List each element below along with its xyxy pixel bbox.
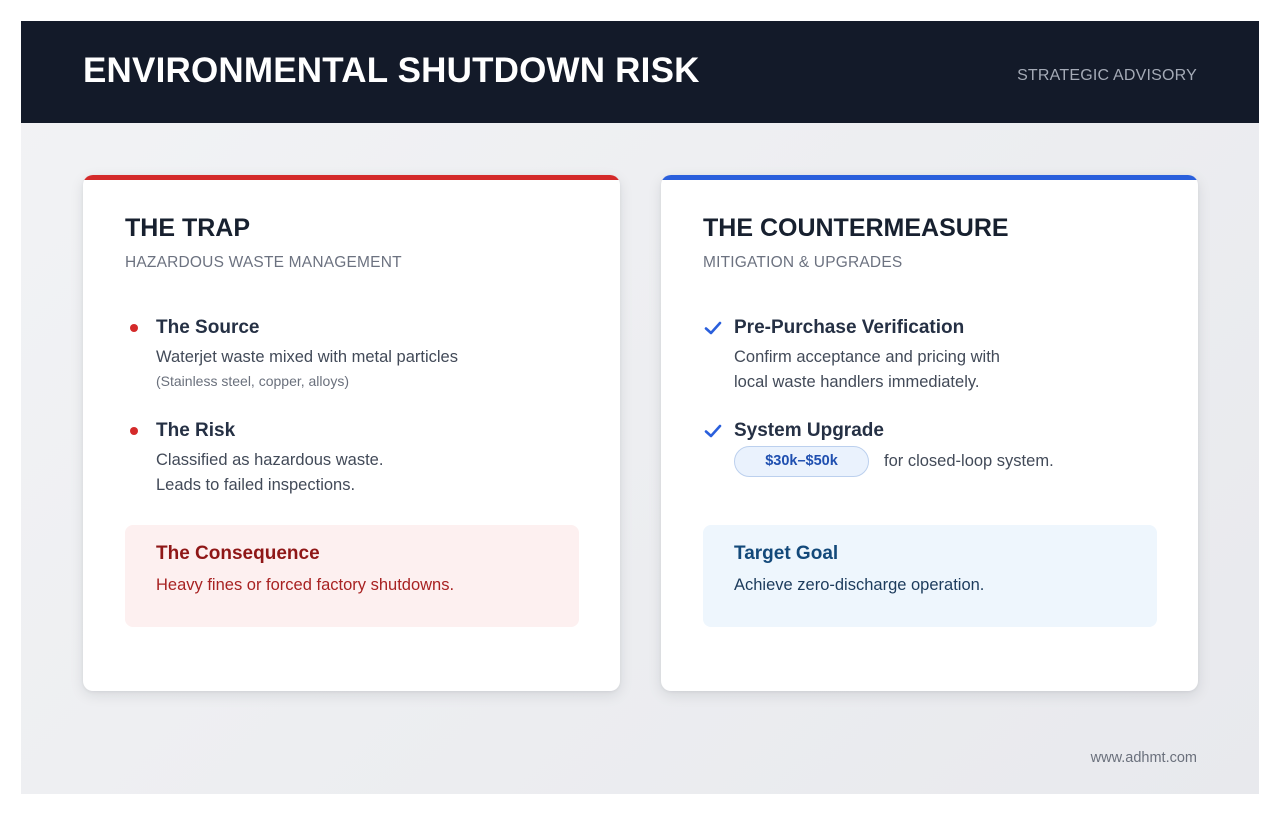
target-goal-callout <box>703 525 1157 627</box>
item-description-line: Classified as hazardous waste. <box>156 451 384 469</box>
item-title: System Upgrade <box>734 420 884 441</box>
countermeasure-accent-bar <box>661 175 1198 180</box>
item-note: (Stainless steel, copper, alloys) <box>156 373 349 389</box>
trap-item-risk <box>125 418 585 498</box>
consequence-callout <box>125 525 579 627</box>
item-description: Waterjet waste mixed with metal particles <box>156 348 458 366</box>
callout-title: The Consequence <box>156 543 320 564</box>
countermeasure-subtitle: MITIGATION & UPGRADES <box>703 254 903 271</box>
slide <box>21 21 1259 794</box>
item-title: Pre-Purchase Verification <box>734 317 965 338</box>
checkmark-icon <box>703 422 723 440</box>
callout-text: Achieve zero-discharge operation. <box>734 576 985 594</box>
item-description-line: local waste handlers immediately. <box>734 373 980 391</box>
countermeasure-card <box>661 175 1198 691</box>
item-description-line: Leads to failed inspections. <box>156 476 356 494</box>
countermeasure-item-upgrade <box>703 418 1163 488</box>
callout-text: Heavy fines or forced factory shutdowns. <box>156 576 455 594</box>
trap-title: THE TRAP <box>125 214 250 242</box>
item-description <box>734 345 1154 395</box>
page-title: ENVIRONMENTAL SHUTDOWN RISK <box>83 51 700 90</box>
cost-badge: $30k–$50k <box>734 446 869 477</box>
footer-url: www.adhmt.com <box>1090 750 1197 766</box>
item-title: The Source <box>156 317 260 338</box>
callout-title: Target Goal <box>734 543 839 564</box>
bullet-dot-icon <box>130 324 138 332</box>
trap-subtitle: HAZARDOUS WASTE MANAGEMENT <box>125 254 402 271</box>
countermeasure-item-verification <box>703 315 1163 395</box>
header-bar <box>21 21 1259 123</box>
checkmark-icon <box>703 319 723 337</box>
item-description <box>156 448 576 498</box>
trap-accent-bar <box>83 175 620 180</box>
trap-card <box>83 175 620 691</box>
bullet-dot-icon <box>130 427 138 435</box>
cost-badge-suffix: for closed-loop system. <box>884 452 1054 470</box>
trap-item-source <box>125 315 585 395</box>
header-tag: STRATEGIC ADVISORY <box>1017 67 1197 84</box>
item-title: The Risk <box>156 420 236 441</box>
countermeasure-title: THE COUNTERMEASURE <box>703 214 1009 242</box>
item-description-line: Confirm acceptance and pricing with <box>734 348 1000 366</box>
